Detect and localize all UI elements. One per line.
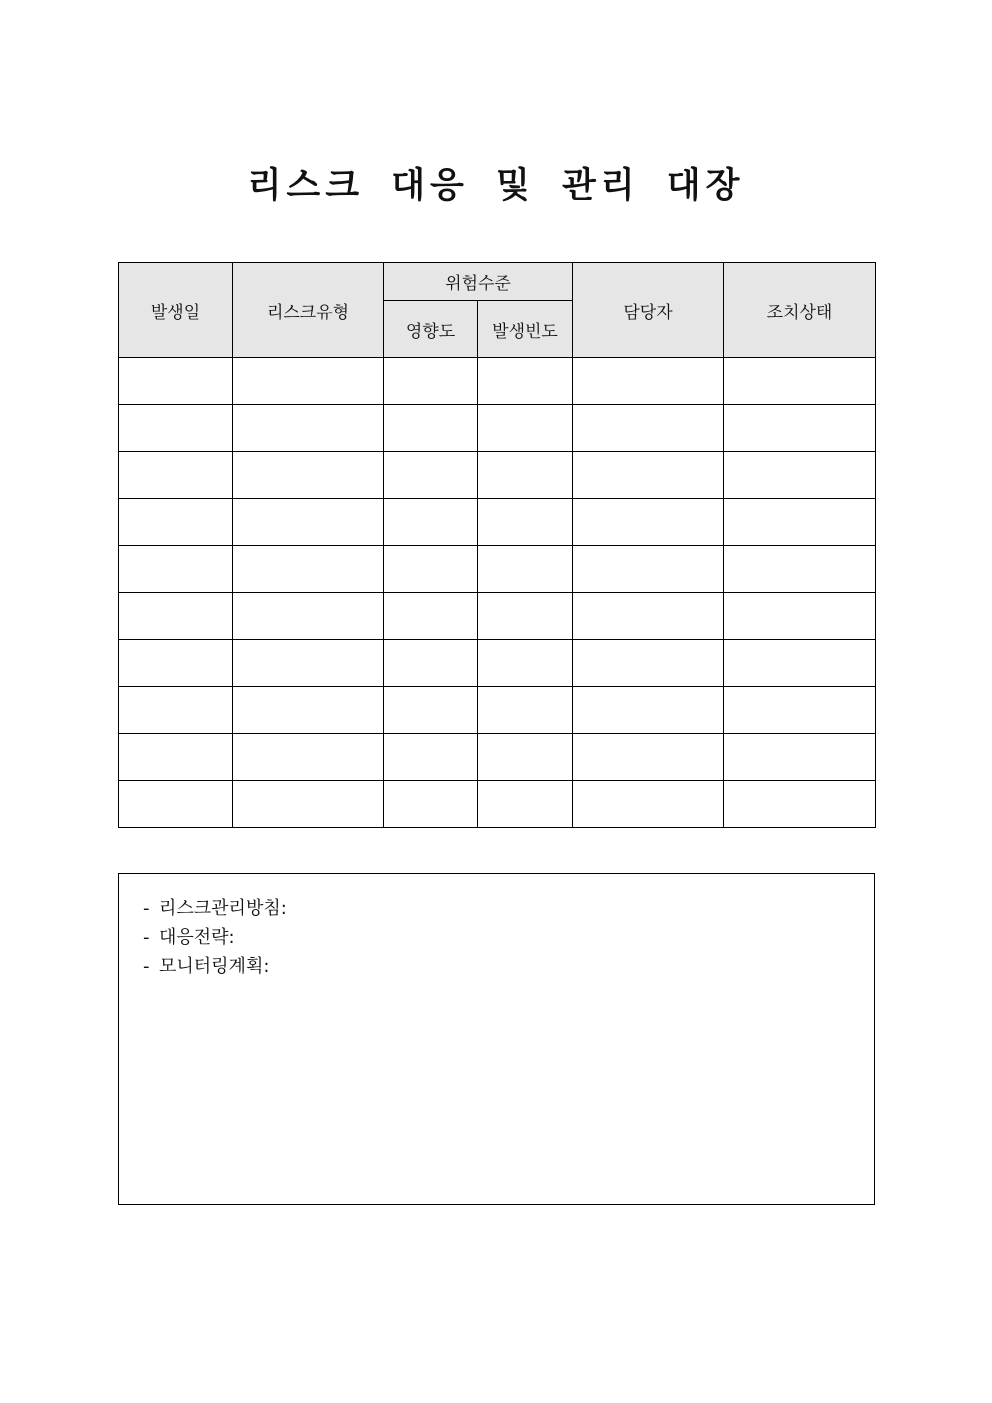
cell-risk-type[interactable] — [233, 546, 384, 593]
bullet-dash: - — [143, 927, 150, 948]
cell-owner[interactable] — [573, 781, 724, 828]
cell-owner[interactable] — [573, 593, 724, 640]
cell-occurred-date[interactable] — [119, 734, 233, 781]
cell-occurred-date[interactable] — [119, 546, 233, 593]
note-label: 리스크관리방침: — [159, 898, 287, 919]
cell-impact[interactable] — [384, 640, 478, 687]
cell-occurred-date[interactable] — [119, 593, 233, 640]
header-frequency: 발생빈도 — [478, 301, 573, 358]
cell-action-status[interactable] — [724, 687, 876, 734]
header-owner: 담당자 — [573, 263, 724, 358]
cell-occurred-date[interactable] — [119, 452, 233, 499]
cell-owner[interactable] — [573, 687, 724, 734]
cell-owner[interactable] — [573, 499, 724, 546]
bullet-dash: - — [143, 956, 150, 977]
cell-owner[interactable] — [573, 452, 724, 499]
cell-impact[interactable] — [384, 781, 478, 828]
header-risk-level: 위험수준 — [384, 263, 573, 301]
cell-impact[interactable] — [384, 452, 478, 499]
table-row — [119, 358, 876, 405]
cell-occurred-date[interactable] — [119, 499, 233, 546]
cell-risk-type[interactable] — [233, 405, 384, 452]
page-title: 리스크 대응 및 관리 대장 — [247, 166, 745, 206]
table-body — [119, 358, 876, 828]
cell-action-status[interactable] — [724, 358, 876, 405]
cell-action-status[interactable] — [724, 734, 876, 781]
table-row — [119, 546, 876, 593]
note-response-strategy[interactable] — [143, 923, 874, 952]
cell-impact[interactable] — [384, 358, 478, 405]
cell-frequency[interactable] — [478, 546, 573, 593]
cell-impact[interactable] — [384, 405, 478, 452]
cell-owner[interactable] — [573, 640, 724, 687]
cell-risk-type[interactable] — [233, 452, 384, 499]
header-occurred-date: 발생일 — [119, 263, 233, 358]
table-row — [119, 593, 876, 640]
table-row — [119, 405, 876, 452]
cell-action-status[interactable] — [724, 781, 876, 828]
table-header — [119, 263, 876, 358]
cell-owner[interactable] — [573, 546, 724, 593]
header-action-status: 조치상태 — [724, 263, 876, 358]
table-row — [119, 499, 876, 546]
cell-frequency[interactable] — [478, 499, 573, 546]
note-risk-policy[interactable] — [143, 894, 874, 923]
cell-action-status[interactable] — [724, 452, 876, 499]
note-label: 대응전략: — [159, 927, 235, 948]
cell-impact[interactable] — [384, 687, 478, 734]
cell-risk-type[interactable] — [233, 499, 384, 546]
cell-impact[interactable] — [384, 593, 478, 640]
cell-action-status[interactable] — [724, 405, 876, 452]
cell-action-status[interactable] — [724, 593, 876, 640]
cell-risk-type[interactable] — [233, 781, 384, 828]
table-row — [119, 640, 876, 687]
cell-impact[interactable] — [384, 499, 478, 546]
cell-owner[interactable] — [573, 734, 724, 781]
notes-list — [119, 874, 874, 981]
cell-frequency[interactable] — [478, 593, 573, 640]
table-row — [119, 452, 876, 499]
cell-frequency[interactable] — [478, 358, 573, 405]
cell-action-status[interactable] — [724, 640, 876, 687]
cell-impact[interactable] — [384, 546, 478, 593]
cell-frequency[interactable] — [478, 781, 573, 828]
table-row — [119, 781, 876, 828]
cell-action-status[interactable] — [724, 499, 876, 546]
cell-risk-type[interactable] — [233, 593, 384, 640]
cell-risk-type[interactable] — [233, 687, 384, 734]
table-row — [119, 734, 876, 781]
bullet-dash: - — [143, 898, 150, 919]
risk-ledger-table — [118, 262, 876, 828]
header-impact: 영향도 — [384, 301, 478, 358]
cell-occurred-date[interactable] — [119, 640, 233, 687]
cell-occurred-date[interactable] — [119, 405, 233, 452]
cell-occurred-date[interactable] — [119, 687, 233, 734]
cell-frequency[interactable] — [478, 687, 573, 734]
cell-impact[interactable] — [384, 734, 478, 781]
cell-frequency[interactable] — [478, 405, 573, 452]
cell-risk-type[interactable] — [233, 640, 384, 687]
cell-owner[interactable] — [573, 358, 724, 405]
cell-frequency[interactable] — [478, 640, 573, 687]
note-monitoring-plan[interactable] — [143, 952, 874, 981]
cell-frequency[interactable] — [478, 734, 573, 781]
cell-owner[interactable] — [573, 405, 724, 452]
note-label: 모니터링계획: — [159, 956, 270, 977]
notes-box — [118, 873, 875, 1205]
cell-action-status[interactable] — [724, 546, 876, 593]
cell-frequency[interactable] — [478, 452, 573, 499]
cell-risk-type[interactable] — [233, 734, 384, 781]
cell-risk-type[interactable] — [233, 358, 384, 405]
table-row — [119, 687, 876, 734]
header-risk-type: 리스크유형 — [233, 263, 384, 358]
cell-occurred-date[interactable] — [119, 358, 233, 405]
cell-occurred-date[interactable] — [119, 781, 233, 828]
